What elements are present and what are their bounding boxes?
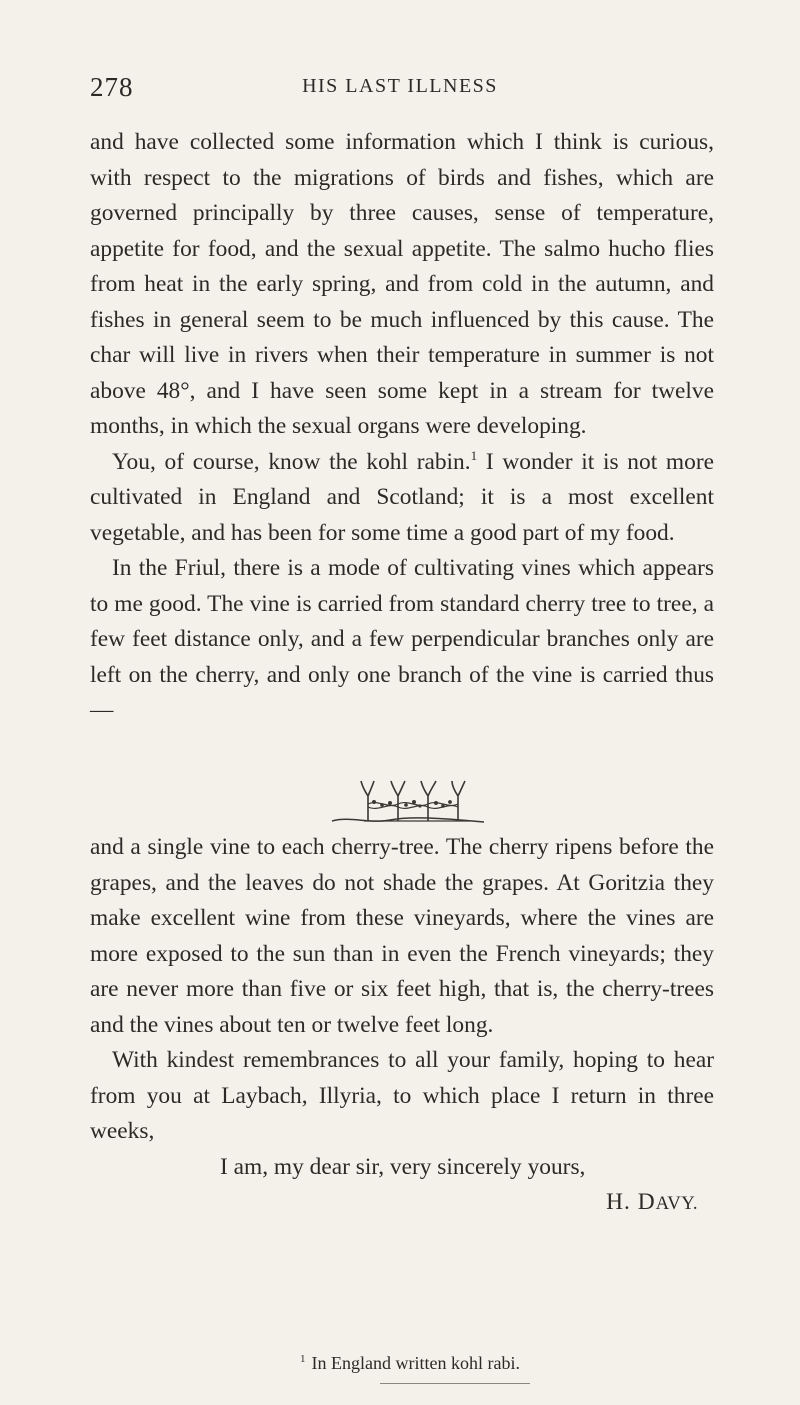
letter-signoff: I am, my dear sir, very sincerely yours, [220,1153,586,1180]
text-block-top [90,125,714,729]
paragraph-friul-vines: In the Friul, there is a mode of cultivating vines which appears to me good. The vine is carried from standard cherry tree to tree, a few feet distance only, and a few perpendicular branches only are left on the cherry, and only one branch of the vine is carried thus— [90,555,714,723]
page-header [90,72,710,112]
signature-initials: H. D [606,1189,656,1215]
footnote [300,1353,520,1374]
footnote-number: 1 [300,1353,306,1365]
paragraph-kohl-rabi [90,445,714,552]
footnote-text: In England written kohl rabi. [311,1353,520,1373]
footnote-marker: 1 [470,447,478,463]
vine-trellis-illustration [330,780,486,824]
kohl-rabi-text-a: You, of course, know the kohl rabin. [112,448,471,475]
paragraph-remembrances: With kindest remembrances to all your family, hoping to hear from you at Laybach, Illyria, to which place I return in three weeks, [90,1047,714,1144]
paragraph-migrations: and have collected some information which I think is curious, with respect to the migrations of birds and fishes, which are governed principally by three causes, sense of temperature, appetite for food, and the sexual appetite. The salmo hucho flies from heat in the early spring, and from cold in the autumn, and fishes in general seem to be much influenced by this cause. The char will live in rivers when their temperature in summer is not above 48°, and I have seen some kept in a stream for twelve months, in which the sexual organs were developing. [90,129,714,439]
text-block-bottom [90,830,714,1222]
paragraph-cherry-ripens: and a single vine to each cherry-tree. The cherry ripens before the grapes, and the leaves do not shade the grapes. At Goritzia they make excellent wine from these vineyards, where the vines are more exposed to the sun than in even the French vineyards; they are never more than five or six feet high, that is, the cherry-trees and the vines about ten or twelve feet long. [90,834,714,1038]
letter-signature [90,1185,698,1222]
running-head: HIS LAST ILLNESS [302,75,498,97]
page-number: 278 [90,72,134,102]
signature-small-caps: AVY. [655,1193,698,1214]
kohl-rabi-text-b: I wonder it is not more cultivated in England and Scotland; it is a most excellent vegetable, and has been for some time a good part of my food. [90,448,714,546]
footnote-rule [380,1383,530,1384]
